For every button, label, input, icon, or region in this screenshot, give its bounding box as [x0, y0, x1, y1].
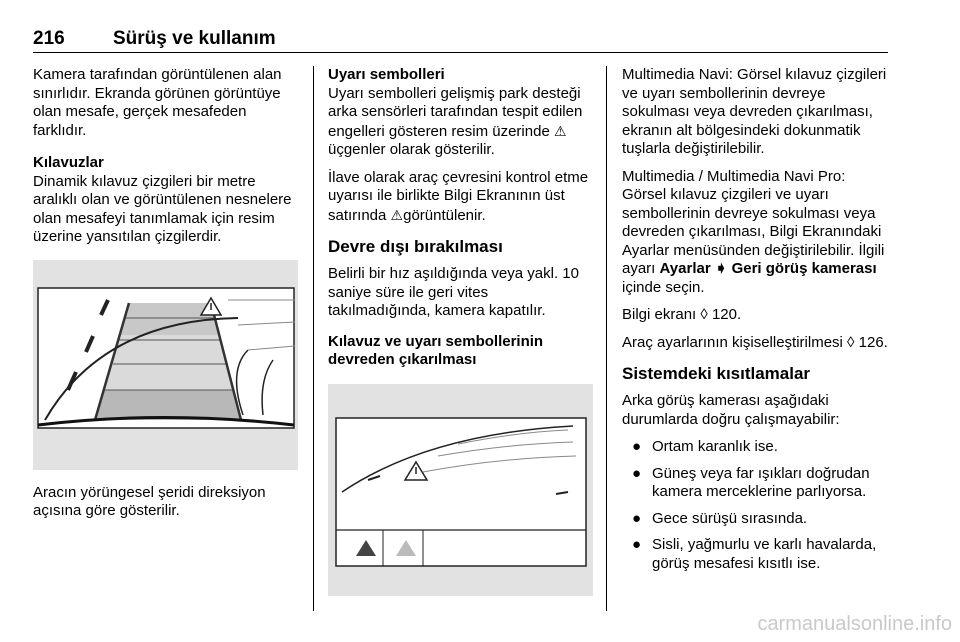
deactivation-heading: Devre dışı bırakılması [328, 237, 503, 256]
reference-vehicle-settings: Araç ayarlarının kişiselleştirilmesi ◊ 126. [622, 333, 888, 351]
pro-text-part: içinde seçin. [622, 278, 705, 296]
list-item: ● Güneş veya far ışıkları doğrudan kamera merceklerine parlıyorsa. [632, 464, 870, 500]
bullet-icon: ● [632, 438, 642, 455]
pro-text-part: Multimedia / Multimedia Navi Pro: Görsel kılavuz çizgileri ve uyarı sembollerinin devreye sokulması veya devreden çıkarılması, Bilgi Ekranındaki Ayarlar menüsünden değiştirilebilir. İlgili ayarı [622, 167, 885, 277]
warning-triangle-icon: ⚠ [553, 122, 567, 139]
display-figure [328, 384, 593, 596]
list-item: ● Ortam karanlık ise. [632, 438, 778, 455]
bullet-icon: ● [632, 509, 642, 527]
deactivation-paragraph: Belirli bir hız aşıldığında veya yakl. 10 saniye süre ile geri vites takılmadığında, kamera kapatılır. [328, 265, 579, 319]
watermark: carmanualsonline.info [757, 613, 952, 635]
warning-text-part: üçgenler olarak gösterilir. [328, 141, 495, 158]
warning-text-part: Uyarı sembolleri gelişmiş park desteği arka sensörleri tarafından tespit edilen engelleri gösteren resim üzerinde [328, 84, 583, 140]
warning-symbols-paragraph [328, 85, 593, 160]
column-2 [328, 66, 593, 610]
extra-text-part: görüntülenir. [403, 206, 486, 224]
page-header [33, 28, 888, 52]
warning-symbols-heading: Uyarı sembolleri [328, 66, 445, 83]
settings-menu-path: Ayarlar ➧ Geri görüş kamerası [659, 260, 877, 277]
guidelines-figure [33, 260, 298, 470]
guides-off-heading: Kılavuz ve uyarı sembollerinin devreden çıkarılması [328, 332, 544, 368]
column-divider [606, 66, 607, 611]
limitations-intro: Arka görüş kamerası aşağıdaki durumlarda doğru çalışmayabilir: [622, 392, 840, 428]
bullet-icon: ● [632, 536, 642, 553]
column-3 [622, 66, 890, 581]
reference-info-display: Bilgi ekranı ◊ 120. [622, 306, 742, 323]
guides-paragraph: Dinamik kılavuz çizgileri bir metre aralıklı olan ve görüntülenen nesnelere olan mesafeyi tanımlamak için resim üzerine yansıtılan çizgilerdir. [33, 172, 292, 245]
header-rule [33, 52, 888, 53]
page-number: 216 [33, 28, 65, 49]
limitations-list [622, 438, 890, 573]
list-item: ● Sisli, yağmurlu ve karlı havalarda, görüş mesafesi kısıtlı ise. [632, 536, 877, 572]
column-divider [313, 66, 314, 611]
warning-triangle-icon: ⚠ [390, 206, 404, 223]
bullet-icon: ● [632, 464, 642, 482]
limitations-heading: Sistemdeki kısıtlamalar [622, 364, 811, 383]
section-title: Sürüş ve kullanım [113, 28, 276, 49]
intro-paragraph: Kamera tarafından görüntülenen alan sınırlıdır. Ekranda görünen görüntüye olan mesafe, gerçek mesafeden farklıdır. [33, 66, 282, 139]
figure-caption: Aracın yörüngesel şeridi direksiyon açısına göre gösterilir. [33, 483, 266, 519]
column-1 [33, 66, 301, 530]
navi-paragraph: Multimedia Navi: Görsel kılavuz çizgileri ve uyarı sembollerinin devreye sokulması veya devreden çıkarılması, ekranın alt bölgesindeki dokunmatik tuşlarla değiştirilebilir. [622, 66, 887, 157]
guides-heading: Kılavuzlar [33, 154, 104, 171]
extra-warning-paragraph [328, 169, 593, 226]
pro-paragraph [622, 168, 890, 298]
extra-text-part: İlave olarak araç çevresini kontrol etme uyarısı ile birlikte Bilgi Ekranının üst satırında [328, 168, 589, 224]
list-item: ● Gece sürüşü sırasında. [632, 509, 808, 527]
